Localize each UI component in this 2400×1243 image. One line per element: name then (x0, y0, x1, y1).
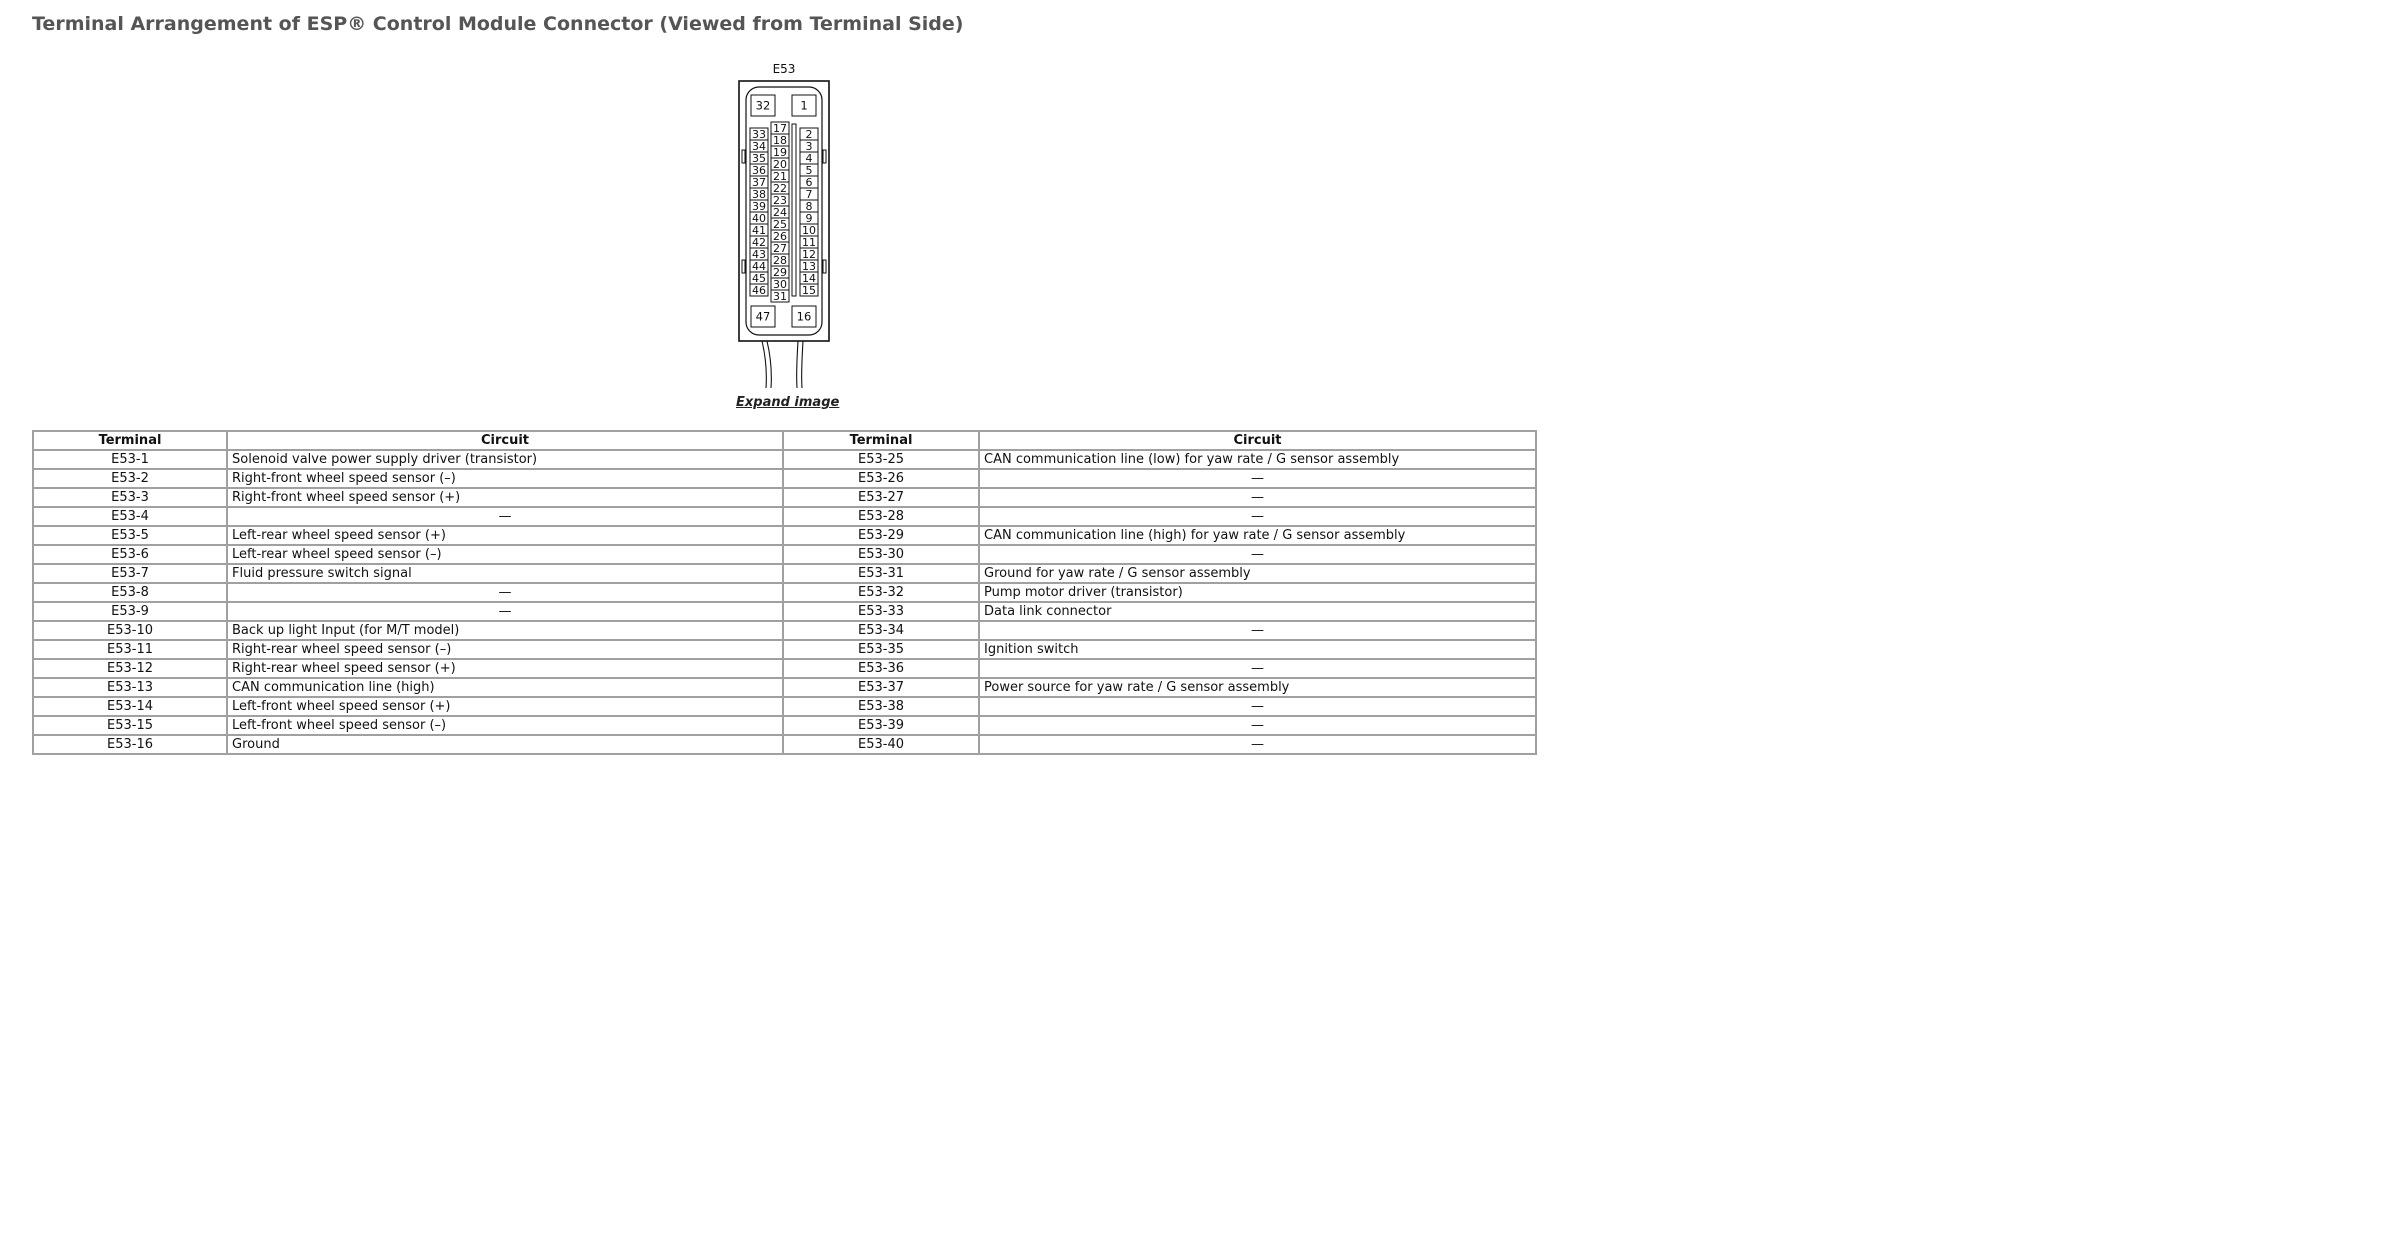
table-row (33, 526, 1536, 545)
terminal-cell: E53-28 (783, 507, 979, 526)
terminal-cell: E53-14 (33, 697, 227, 716)
terminal-cell: E53-11 (33, 640, 227, 659)
pin-label: 16 (796, 309, 812, 324)
pin-label: 19 (773, 145, 787, 159)
circuit-cell: Right-rear wheel speed sensor (+) (227, 659, 783, 678)
pin-label: 28 (773, 253, 787, 267)
terminal-cell: E53-13 (33, 678, 227, 697)
pin-label: 20 (773, 157, 787, 171)
table-row (33, 602, 1536, 621)
pin-label: 11 (802, 235, 816, 249)
circuit-cell: Power source for yaw rate / G sensor assembly (979, 678, 1536, 697)
table-row (33, 507, 1536, 526)
pin-label: 17 (773, 121, 787, 135)
connector-pins (750, 95, 818, 327)
pin-label: 34 (752, 139, 766, 153)
terminal-cell: E53-26 (783, 469, 979, 488)
pin-label: 33 (752, 127, 766, 141)
circuit-cell: Left-rear wheel speed sensor (+) (227, 526, 783, 545)
pin-label: 45 (752, 271, 766, 285)
terminal-cell: E53-39 (783, 716, 979, 735)
circuit-cell: Left-front wheel speed sensor (+) (227, 697, 783, 716)
terminal-cell: E53-7 (33, 564, 227, 583)
circuit-cell: — (979, 621, 1536, 640)
circuit-cell: Right-front wheel speed sensor (–) (227, 469, 783, 488)
pin-label: 39 (752, 199, 766, 213)
connector-label: E53 (772, 62, 796, 76)
table-row (33, 564, 1536, 583)
terminal-cell: E53-27 (783, 488, 979, 507)
pin-label: 2 (805, 127, 813, 141)
pin-label: 38 (752, 187, 766, 201)
table-row (33, 697, 1536, 716)
pin-label: 29 (773, 265, 787, 279)
terminal-cell: E53-25 (783, 450, 979, 469)
header-circuit: Circuit (227, 431, 783, 450)
pin-label: 3 (805, 139, 813, 153)
header-terminal: Terminal (783, 431, 979, 450)
pin-label: 14 (802, 271, 816, 285)
pin-label: 22 (773, 181, 787, 195)
circuit-cell: Back up light Input (for M/T model) (227, 621, 783, 640)
table-row (33, 678, 1536, 697)
terminal-cell: E53-10 (33, 621, 227, 640)
circuit-cell: — (979, 659, 1536, 678)
connector-diagram-svg (730, 58, 840, 390)
table-row (33, 450, 1536, 469)
pin-label: 31 (773, 289, 787, 303)
circuit-cell: — (979, 545, 1536, 564)
circuit-cell: — (979, 469, 1536, 488)
pin-label: 35 (752, 151, 766, 165)
terminal-cell: E53-3 (33, 488, 227, 507)
expand-image-link[interactable]: Expand image (736, 395, 840, 410)
circuit-cell: — (979, 697, 1536, 716)
terminal-table (32, 430, 1537, 755)
connector-guide-bar (792, 124, 796, 296)
terminal-cell: E53-31 (783, 564, 979, 583)
table-row (33, 640, 1536, 659)
circuit-cell: Right-rear wheel speed sensor (–) (227, 640, 783, 659)
wire (802, 341, 803, 388)
connector-latch (742, 150, 745, 163)
circuit-cell: CAN communication line (high) for yaw rate / G sensor assembly (979, 526, 1536, 545)
terminal-cell: E53-5 (33, 526, 227, 545)
pin-label: 7 (805, 187, 813, 201)
pin-label: 47 (755, 309, 771, 324)
pin-label: 37 (752, 175, 766, 189)
pin-label: 4 (805, 151, 813, 165)
page-title: Terminal Arrangement of ESP® Control Module Connector (Viewed from Terminal Side) (32, 13, 964, 35)
pin-label: 36 (752, 163, 766, 177)
table-header-row (33, 431, 1536, 450)
circuit-cell: Left-front wheel speed sensor (–) (227, 716, 783, 735)
circuit-cell: Solenoid valve power supply driver (transistor) (227, 450, 783, 469)
terminal-cell: E53-40 (783, 735, 979, 754)
circuit-cell: Pump motor driver (transistor) (979, 583, 1536, 602)
pin-label: 46 (752, 283, 766, 297)
pin-label: 5 (805, 163, 813, 177)
circuit-cell: — (979, 488, 1536, 507)
terminal-cell: E53-37 (783, 678, 979, 697)
pin-label: 12 (802, 247, 816, 261)
table-row (33, 716, 1536, 735)
terminal-cell: E53-36 (783, 659, 979, 678)
table-row (33, 545, 1536, 564)
pin-label: 18 (773, 133, 787, 147)
circuit-cell: CAN communication line (low) for yaw rate / G sensor assembly (979, 450, 1536, 469)
circuit-cell: — (227, 583, 783, 602)
terminal-cell: E53-1 (33, 450, 227, 469)
pin-label: 43 (752, 247, 766, 261)
table-row (33, 469, 1536, 488)
connector-latch (823, 150, 826, 163)
circuit-cell: CAN communication line (high) (227, 678, 783, 697)
pin-label: 26 (773, 229, 787, 243)
pin-label: 27 (773, 241, 787, 255)
pin-label: 44 (752, 259, 766, 273)
pin-label: 10 (802, 223, 816, 237)
circuit-cell: Ignition switch (979, 640, 1536, 659)
circuit-cell: Left-rear wheel speed sensor (–) (227, 545, 783, 564)
circuit-cell: Ground for yaw rate / G sensor assembly (979, 564, 1536, 583)
terminal-cell: E53-4 (33, 507, 227, 526)
connector-latch (823, 260, 826, 273)
pin-label: 15 (802, 283, 816, 297)
terminal-cell: E53-15 (33, 716, 227, 735)
pin-label: 25 (773, 217, 787, 231)
header-terminal: Terminal (33, 431, 227, 450)
connector-latch (742, 260, 745, 273)
wire (797, 341, 798, 388)
circuit-cell: Ground (227, 735, 783, 754)
pin-label: 30 (773, 277, 787, 291)
terminal-cell: E53-8 (33, 583, 227, 602)
wire (767, 341, 771, 388)
pin-label: 24 (773, 205, 787, 219)
terminal-cell: E53-9 (33, 602, 227, 621)
terminal-cell: E53-32 (783, 583, 979, 602)
pin-label: 32 (755, 98, 771, 113)
terminal-cell: E53-33 (783, 602, 979, 621)
circuit-cell: Right-front wheel speed sensor (+) (227, 488, 783, 507)
terminal-cell: E53-38 (783, 697, 979, 716)
pin-label: 8 (805, 199, 813, 213)
pin-label: 6 (805, 175, 813, 189)
pin-label: 40 (752, 211, 766, 225)
pin-label: 23 (773, 193, 787, 207)
table-row (33, 488, 1536, 507)
circuit-cell: — (227, 507, 783, 526)
terminal-cell: E53-35 (783, 640, 979, 659)
terminal-cell: E53-16 (33, 735, 227, 754)
pin-label: 1 (800, 98, 808, 113)
wire (762, 341, 766, 388)
table-row (33, 621, 1536, 640)
terminal-cell: E53-29 (783, 526, 979, 545)
connector-diagram (730, 58, 840, 390)
header-circuit: Circuit (979, 431, 1536, 450)
terminal-cell: E53-6 (33, 545, 227, 564)
circuit-cell: — (227, 602, 783, 621)
table-row (33, 735, 1536, 754)
circuit-cell: — (979, 507, 1536, 526)
circuit-cell: — (979, 735, 1536, 754)
circuit-cell: Data link connector (979, 602, 1536, 621)
terminal-cell: E53-2 (33, 469, 227, 488)
circuit-cell: — (979, 716, 1536, 735)
pin-label: 42 (752, 235, 766, 249)
pin-label: 9 (805, 211, 813, 225)
pin-label: 21 (773, 169, 787, 183)
terminal-cell: E53-12 (33, 659, 227, 678)
terminal-cell: E53-34 (783, 621, 979, 640)
circuit-cell: Fluid pressure switch signal (227, 564, 783, 583)
table-row (33, 659, 1536, 678)
pin-label: 13 (802, 259, 816, 273)
terminal-cell: E53-30 (783, 545, 979, 564)
table-row (33, 583, 1536, 602)
pin-label: 41 (752, 223, 766, 237)
